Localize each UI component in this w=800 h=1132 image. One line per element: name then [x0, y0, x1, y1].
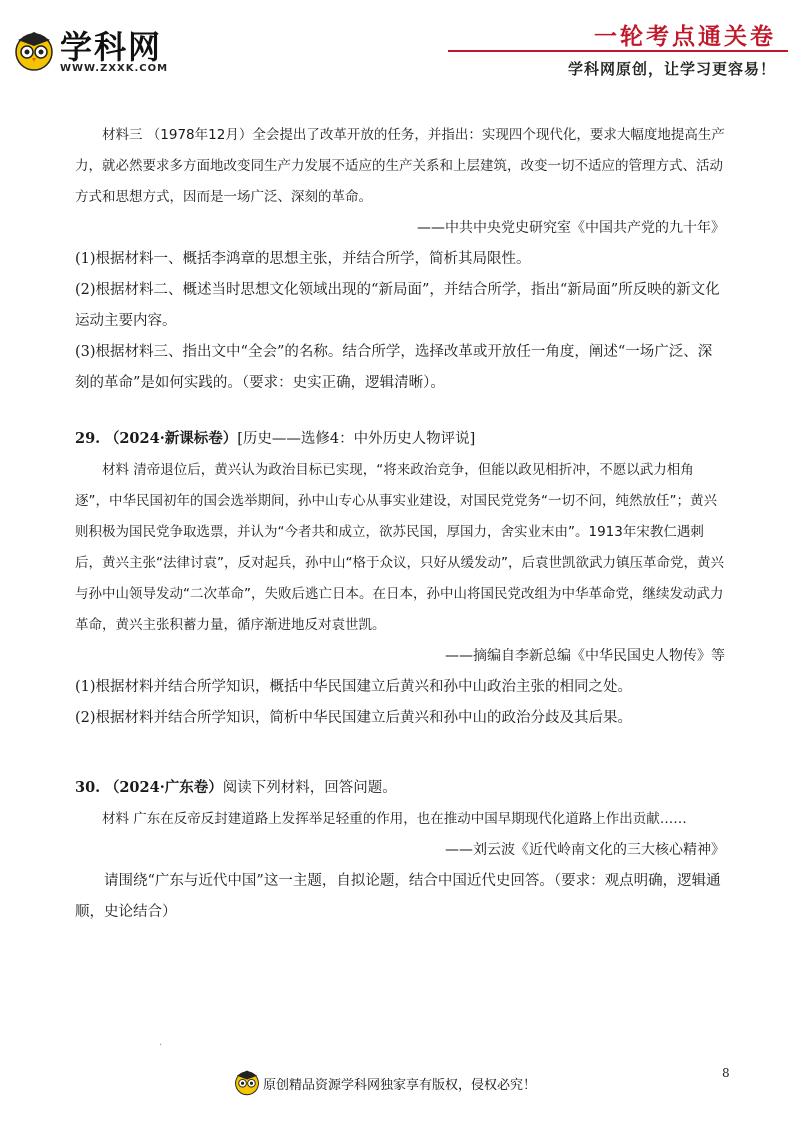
q28-subquestion-3: (3)根据材料三、指出文中“全会”的名称。结合所学，选择改革或开放任一角度，阐述“一场广泛、深刻的革命”是如何实践的。（要求：史实正确，逻辑清晰）。 [75, 344, 713, 391]
q30-header [75, 772, 725, 804]
header-divider [448, 50, 788, 52]
q28-subquestion-1: (1)根据材料一、概括李鸿章的思想主张，并结合所学，简析其局限性。 [75, 251, 531, 267]
stray-mark: · [159, 1040, 163, 1051]
q29-header [75, 423, 725, 455]
q30-number: 30. [75, 779, 101, 796]
q30-tag: （2024·广东卷） [104, 779, 223, 796]
owl-logo-small-icon [233, 1068, 261, 1096]
q28-material-3-source: ——中共中央党史研究室《中国共产党的九十年》 [417, 220, 725, 236]
q28-material-3: 材料三 （1978年12月）全会提出了改革开放的任务，并指出：实现四个现代化，要求大幅度地提高生产力，就必然要求多方面地改变同生产力发展不适应的生产关系和上层建筑，改变一切不适应的管理方式、活动方式和思想方式，因而是一场广泛、深刻的革命。 [75, 127, 725, 205]
q29-source: ——摘编自李新总编《中华民国史人物传》等 [445, 648, 725, 664]
q29-subquestion-1: (1)根据材料并结合所学知识，概括中华民国建立后黄兴和孙中山政治主张的相同之处。 [75, 679, 633, 695]
q30-source: ——刘云波《近代岭南文化的三大核心精神》 [445, 842, 725, 858]
owl-logo-icon [12, 28, 56, 72]
q29-number: 29. [75, 430, 101, 447]
q30-intro: 阅读下列材料，回答问题。 [222, 780, 397, 796]
site-logo-text: 学科网 [60, 28, 163, 66]
page-header [0, 0, 800, 100]
copyright-notice: 原创精品资源学科网独家享有版权，侵权必究！ [263, 1078, 537, 1093]
q29-subject: [历史——选修4：中外历史人物评说] [237, 431, 476, 447]
page-number: 8 [722, 1066, 730, 1080]
document-body [75, 120, 725, 928]
q29-material: 材料 清帝退位后，黄兴认为政治目标已实现，“将来政治竞争，但能以政见相折冲，不愿以武力相角逐”，中华民国初年的国会选举期间，孙中山专心从事实业建设，对国民党党务“一切不问，纯然放任”；黄兴则积极为国民党争取选票，并认为“今者共和成立，欲苏民国，厚国力，舍实业末由”。1913年宋教仁遇刺后，黄兴主张“法律讨袁”，反对起兵，孙中山“格于众议，只好从缓发动”，后袁世凯欲武力镇压革命党，黄兴与孙中山领导发动“二次革命”，失败后逃亡日本。在日本，孙中山将国民党改组为中华革命党，继续发动武力革命，黄兴主张积蓄力量，循序渐进地反对袁世凯。 [75, 462, 724, 633]
q30-task: 请围绕“广东与近代中国”这一主题，自拟论题，结合中国近代史回答。（要求：观点明确，逻辑通顺，史论结合） [75, 873, 721, 920]
series-title: 一轮考点通关卷 [594, 24, 776, 50]
q29-tag: （2024·新课标卷） [104, 430, 238, 447]
q29-subquestion-2: (2)根据材料并结合所学知识，简析中华民国建立后黄兴和孙中山的政治分歧及其后果。 [75, 710, 633, 726]
slogan: 学科网原创，让学习更容易！ [567, 60, 776, 78]
site-url: WWW.ZXXK.COM [60, 63, 169, 74]
q28-subquestion-2: (2)根据材料二、概述当时思想文化领域出现的“新局面”，并结合所学，指出“新局面”所反映的新文化运动主要内容。 [75, 282, 720, 329]
q30-material: 材料 广东在反帝反封建道路上发挥举足轻重的作用，也在推动中国早期现代化道路上作出贡献…… [102, 811, 687, 827]
